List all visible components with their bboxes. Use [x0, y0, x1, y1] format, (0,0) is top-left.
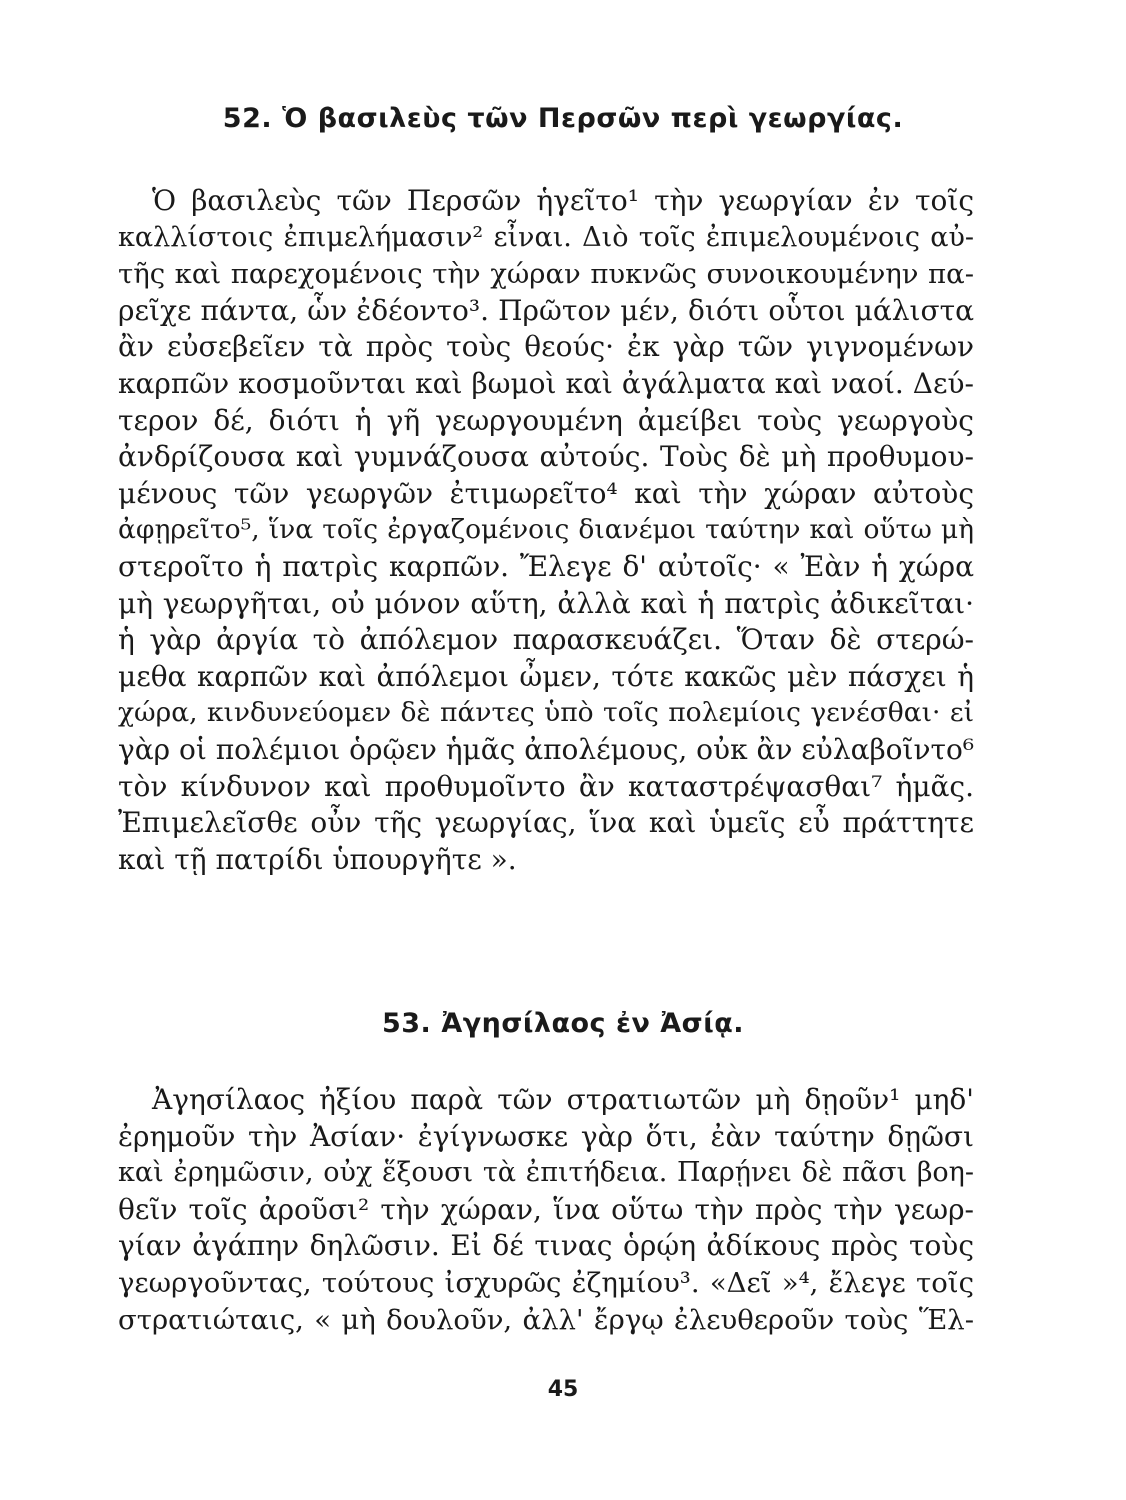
section-number: 53.	[381, 1008, 432, 1039]
section-53-body	[118, 1082, 974, 1338]
text-line: θεῖν τοῖς ἀροῦσι² τὴν χώραν, ἵνα οὕτω τὴν πρὸς τὴν γεωρ-	[118, 1192, 974, 1226]
text-line: χώρα, κινδυνεύομεν δὲ πάντες ὑπὸ τοῖς πολεμίοις γενέσθαι· εἰ	[118, 697, 974, 729]
text-line: γὰρ οἱ πολέμιοι ὁρῷεν ἡμᾶς ἀπολέμους, οὐκ ἂν εὐλαβοῖντο⁶	[118, 732, 975, 766]
text-line: καλλίστοις ἐπιμελήμασιν² εἶναι. Διὸ τοῖς ἐπιμελουμένοις αὐ-	[118, 221, 974, 253]
text-line: ἀφῃρεῖτο⁵, ἵνα τοῖς ἐργαζομένοις διανέμοι ταύτην καὶ οὕτω μὴ	[118, 514, 974, 546]
text-line: καὶ ἐρημῶσιν, οὐχ ἕξουσι τὰ ἐπιτήδεια. Παρῄνει δὲ πᾶσι βοη-	[118, 1157, 974, 1189]
text-line: τῆς καὶ παρεχομένοις τὴν χώραν πυκνῶς συνοικουμένην πα-	[118, 258, 974, 291]
section-title: Ὁ βασιλεὺς τῶν Περσῶν περὶ γεωργίας.	[282, 103, 904, 134]
page-number: 45	[547, 1377, 579, 1402]
text-line: ἀνδρίζουσα καὶ γυμνάζουσα αὐτούς. Τοὺς δὲ μὴ προθυμου-	[118, 440, 974, 474]
text-line: καὶ τῇ πατρίδι ὑπουργῆτε ».	[118, 842, 517, 876]
section-52-heading	[0, 103, 1126, 134]
text-line: τὸν κίνδυνον καὶ προθυμοῖντο ἂν καταστρέψασθαι⁷ ἡμᾶς.	[118, 769, 974, 803]
section-title: Ἀγησίλαος ἐν Ἀσίᾳ.	[441, 1008, 745, 1039]
text-line: ἐρημοῦν τὴν Ἀσίαν· ἐγίγνωσκε γὰρ ὅτι, ἐὰν ταύτην δῃῶσι	[118, 1119, 974, 1153]
text-line: γίαν ἀγάπην δηλῶσιν. Εἰ δέ τινας ὁρῴη ἀδίκους πρὸς τοὺς	[118, 1229, 974, 1263]
section-number: 52.	[222, 103, 273, 134]
text-line: Ἐπιμελεῖσθε οὖν τῆς γεωργίας, ἵνα καὶ ὑμεῖς εὖ πράττητε	[118, 806, 974, 840]
text-line: Ἀγησίλαος ἠξίου παρὰ τῶν στρατιωτῶν μὴ δῃοῦν¹ μηδ'	[152, 1083, 974, 1116]
text-line: καρπῶν κοσμοῦνται καὶ βωμοὶ καὶ ἀγάλματα καὶ ναοί. Δεύ-	[118, 366, 974, 400]
text-line: τερον δέ, διότι ἡ γῆ γεωργουμένη ἀμείβει τοὺς γεωργοὺς	[118, 403, 974, 437]
section-52-body	[118, 183, 974, 878]
text-line: ρεῖχε πάντα, ὧν ἐδέοντο³. Πρῶτον μέν, διότι οὗτοι μάλιστα	[118, 293, 974, 327]
text-line: στεροῖτο ἡ πατρὶς καρπῶν. Ἔλεγε δ' αὐτοῖς· « Ἐὰν ἡ χώρα	[118, 549, 974, 583]
text-line: στρατιώταις, « μὴ δουλοῦν, ἀλλ' ἔργῳ ἐλευθεροῦν τοὺς Ἕλ-	[118, 1303, 974, 1336]
text-line: ἡ γὰρ ἀργία τὸ ἀπόλεμον παρασκευάζει. Ὅταν δὲ στερώ-	[118, 623, 974, 657]
text-line: γεωργοῦντας, τούτους ἰσχυρῶς ἐζημίου³. «Δεῖ »⁴, ἔλεγε τοῖς	[118, 1266, 974, 1299]
text-line: ἂν εὐσεβεῖεν τὰ πρὸς τοὺς θεούς· ἐκ γὰρ τῶν γιγνομένων	[118, 330, 974, 364]
text-line: μένους τῶν γεωργῶν ἐτιμωρεῖτο⁴ καὶ τὴν χώραν αὐτοὺς	[118, 476, 974, 510]
text-line: μὴ γεωργῆται, οὐ μόνον αὕτη, ἀλλὰ καὶ ἡ πατρὶς ἀδικεῖται·	[118, 586, 974, 620]
text-line: Ὁ βασιλεὺς τῶν Περσῶν ἡγεῖτο¹ τὴν γεωργίαν ἐν τοῖς	[152, 184, 974, 217]
section-53-heading	[0, 1008, 1126, 1039]
text-line: μεθα καρπῶν καὶ ἀπόλεμοι ὦμεν, τότε κακῶς μὲν πάσχει ἡ	[118, 659, 974, 693]
